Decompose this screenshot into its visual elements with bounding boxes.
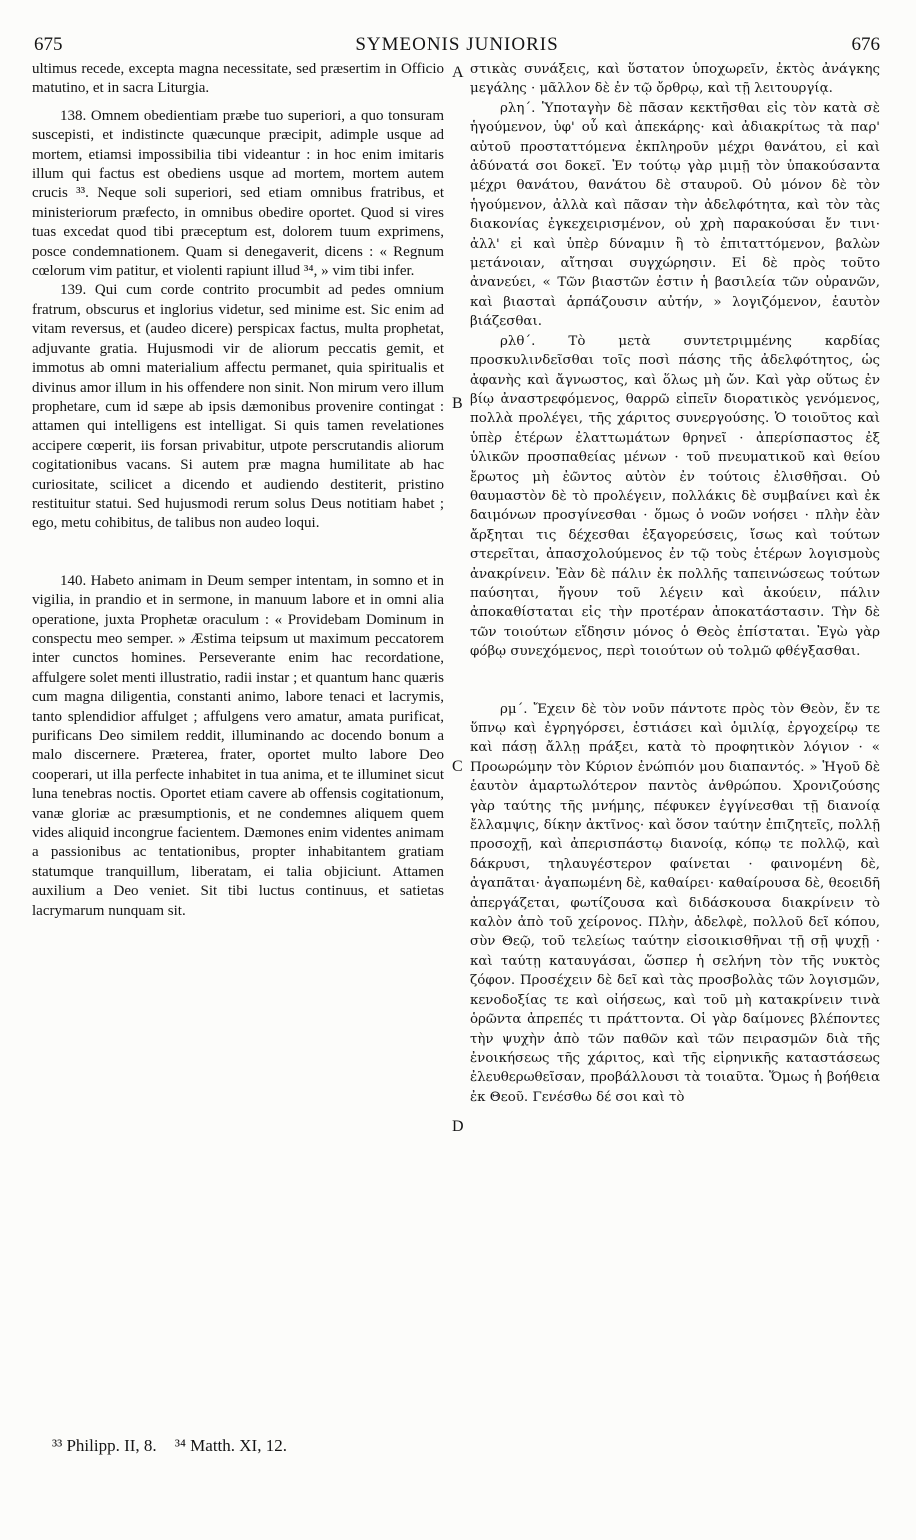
margin-marker-d: D — [452, 1118, 464, 1135]
greek-paragraph-140: ρμ΄. Ἔχειν δὲ τὸν νοῦν πάντοτε πρὸς τὸν Θεὸν, ἔν τε ὕπνῳ καὶ ἐγρηγόρσει, ἑστιάσει καὶ ὁμιλίᾳ, ἐργοχείρῳ τε καὶ πάσῃ ἄλλῃ πράξει, κατὰ τὸ προφητικὸν λόγιον · « Προωρώμην τὸν Κύριον ἐνώπιόν μου διαπαντός. » Ἡγοῦ δὲ ἑαυτὸν ἁμαρτωλότερον παντὸς ἀνθρώπου. Χρονιζούσης γὰρ ταύτης τῆς μνήμης, πέφυκεν ἐγγίνεσθαι τῇ διανοίᾳ ἔλλαμψις, δίκην ἀκτῖνος· καὶ ὅσον ταύτην ἐπιζητεῖς, πολλῇ προσοχῇ, καὶ ἀπερισπάστῳ διανοίᾳ, κόπῳ τε πολλῷ, καὶ δάκρυσι, τηλαυγέστερον φαίνεται · φαινομένη δὲ, ἀγαπᾶται· ἀγαπωμένη δὲ, καθαίρει· καθαίρουσα δὲ, θεοειδῆ ἀπεργάζεται, φωτίζουσα καὶ διδάσκουσα διακρίνειν τὸ καλὸν ἀπὸ τοῦ χείρονος. Πλὴν, ἀδελφὲ, πολλοῦ δεῖ κόπου, σὺν Θεῷ, τοῦ τελείως ταύτην εἰσοικισθῆναι τῇ σῇ ψυχῇ · καὶ ταύτῃ καταυγάσαι, ὥσπερ ἡ σελήνη τὸν τῆς νυκτὸς ζόφον. Προσέχειν δὲ δεῖ καὶ τὰς προσβολὰς τῶν λογισμῶν, κενοδοξίας τε καὶ οἰήσεως, καὶ τοῦ μὴ κατακρίνειν τινὰ ὁρῶντα ἀπρεπές τι πράττοντα. Οἱ γὰρ δαίμονες βλέποντες τὴν ψυχὴν ἀπὸ τῶν παθῶν καὶ τῶν πειρασμῶν διὰ τῆς ἐνοικήσεως τῆς χάριτος, καὶ τῆς εἰρηνικῆς καταστάσεως ἐλευθερωθεῖσαν, προβάλλουσι τὰ τοιαῦτα. Ὅμως ἡ βοήθεια ἐκ Θεοῦ. Γενέσθω δέ σοι καὶ τὸ — [470, 701, 880, 1105]
greek-paragraph-139: ρλθ΄. Τὸ μετὰ συντετριμμένης καρδίας προσκυλινδεῖσθαι τοῖς ποσὶ πάσης τῆς ἀδελφότητος, ὡς ἀφανὴς καὶ ἄγνωστος, καὶ ὅλως μὴ ὤν. Καὶ γὰρ οὕτως ἐν βίῳ ἀναστρεφόμενος, θαρρῶ εἰπεῖν διορατικὸς γενόμενος, πολλὰ προλέγει, τῆς χάριτος συνεργούσης. Ὁ τοιοῦτος καὶ ὑπὲρ ἑτέρων ἐλαττωμάτων θρηνεῖ · ἀπερίσπαστος ἐξ ὑλικῶν προσπαθείας μένων · τοῦ πνευματικοῦ καὶ θείου ἔρωτος μὴ ἐῶντος αὐτὸν ἐν τούτοις ἐλισθῆσαι. Οὐ θαυμαστὸν δὲ τὸ προλέγειν, πολλάκις δὲ συμβαίνει καὶ ἐκ δαιμόνων προσγίνεσθαι · ὅμως ὁ νοῶν νοήσει · πλὴν ἐὰν ἄρξηται τις δέχεσθαι ἐξαγορεύσεις, ἴσως καὶ τούτων στερεῖται, ἀπασχολούμενος ἐν τῷ τοὺς ἑτέρων λογισμοὺς ἀνακρίνειν. Ἐὰν δὲ πάλιν ἐκ πολλῆς ταπεινώσεως τούτων παύσηται, ἤγουν τοῦ λέγειν καὶ ἀκούειν, πάλιν ἀποκαθίσταται εἰς τὴν προτέραν ἀποκατάστασιν. Τὴν δὲ τῶν τοιούτων εἴδησιν μόνος ὁ Θεὸς ἐπίσταται. Ἐγὼ γὰρ φόβῳ συνεχόμενος, περὶ τοιούτων οὐ τολμῶ φθέγξασθαι. — [470, 333, 880, 660]
footnotes — [52, 1436, 301, 1456]
footnote-34: ³⁴ Matth. XI, 12. — [174, 1436, 287, 1455]
latin-paragraph-137-tail: ultimus recede, excepta magna necessitate, sed præsertim in Officio matutino, et in sacra Liturgia. — [32, 61, 444, 97]
running-title: SYMEONIS JUNIORIS — [355, 34, 559, 55]
latin-paragraph-140: 140. Habeto animam in Deum semper intentam, in somno et in vigilia, in prandio et in sermone, in manuum labore et in omni alia operatione, juxta Prophetæ oraculum : « Providebam Dominum in conspectu meo semper. » Æstima teipsum ut maximum peccatorem inter cunctos homines. Perseverante enim hac recordatione, affulgere solet menti illustratio, radii instar ; et quantum hanc quæris cum magna diligentia, constanti animo, labore tenaci et lacrymis, tanto splendidior affulget ; affulgens vero amatur, amata purificat, purificans Deo similem reddit, illuminando ac docendo bonum a malo discernere. Præterea, frater, oportet multo labore Deo cooperari, ut illa perfecte inhabitet in tua anima, et te illuminet sicut luna tenebras noctis. Oportet etiam cavere ab offensis cogitationum, vanæ gloriæ ac præsumptionis, et ne condemnes aliquem quem vides aliquid incongrue facientem. Dæmones enim videntes animam a passionibus ac tentationibus, propter inhabitantem gratiam statumque tranquillum, liberatam, ei talia objiciunt. Attamen auxilium a Deo veniet. Sit tibi luctus continuus, et satietas lacrymarum nunquam sit. — [32, 572, 444, 919]
margin-marker-b: B — [452, 395, 463, 412]
greek-column — [470, 60, 880, 1107]
latin-paragraph-138: 138. Omnem obedientiam præbe tuo superiori, a quo tonsuram suscepisti, et indistincte quæcunque præcipit, adimple usque ad mortem, etiamsi impossibilia tibi videantur : in hoc enim imitaris illum qui factus est obediens usque ad mortem, mortem autem crucis ³³. Neque soli superiori, sed etiam omnibus fratribus, et ministeriorum præfecto, in omnibus obedire oportet. Quod si vires tuas excedat quod tibi præceptum est, dolorem tuum exprimens, posce condemnationem. Quam si denegaverit, dicens : « Regnum cœlorum vim patitur, et violenti rapiunt illud ³⁴, » vim tibi infer. — [32, 107, 444, 280]
page-number-right: 676 — [851, 34, 880, 55]
greek-paragraph-138: ρλη΄. Ὑποταγὴν δὲ πᾶσαν κεκτῆσθαι εἰς τὸν κατὰ σὲ ἡγούμενον, ὑφ' οὗ καὶ ἀπεκάρης· καὶ ἀδιακρίτως τὰ παρ' αὐτοῦ προσταττόμενα ἐκπληροῦν μέχρι θανάτου, εἰ καὶ ἀδύνατά σοι δοκεῖ. Ἐν τούτῳ γὰρ μιμῇ τὸν ὑπακούσαντα μέχρι θανάτου, θανάτου δὲ σταυροῦ. Οὐ μόνον δὲ τὸν ἡγούμενον, ἀλλὰ καὶ πᾶσαν τὴν ἀδελφότητα, καὶ τὸν τὰς διακονίας ἐγκεχειρισμένον, οὐ χρὴ παρακούσαι ἔν τινι· ἀλλ' εἰ καὶ ὑπὲρ δύναμιν ἢ τὸ ἐπιταττόμενον, βαλὼν μετάνοιαν, αἴτησαι συγχώρησιν. Εἰ δὲ πρὸς τοῦτο ἀνανεύει, « Τῶν βιαστῶν ἐστιν ἡ βασιλεία τῶν οὐρανῶν, καὶ βιασταὶ ἁρπάζουσιν αὐτήν, » λογιζόμενον, ἑαυτὸν βιάζεσθαι. — [470, 100, 880, 330]
margin-marker-a: A — [452, 64, 464, 81]
footnote-33: ³³ Philipp. II, 8. — [52, 1436, 157, 1455]
page-header — [34, 34, 880, 60]
latin-column — [32, 60, 444, 921]
greek-paragraph-137-tail: στικὰς συνάξεις, καὶ ὕστατον ὑποχωρεῖν, ἐκτὸς ἀνάγκης μεγάλης · μᾶλλον δὲ ἐν τῷ ὄρθρῳ, καὶ τῇ λειτουργίᾳ. — [470, 62, 880, 97]
page-number-left: 675 — [34, 34, 63, 55]
margin-marker-c: C — [452, 758, 463, 775]
latin-paragraph-139: 139. Qui cum corde contrito procumbit ad pedes omnium fratrum, obscurus et inglorius videtur, sed minime est. Sic enim ad vitam reversus, et (audeo dicere) perspicax factus, multa prophetat, adjuvante gratia. Hujusmodi vir de aliorum peccatis gemit, et immotus ab omni materialium affectu permanet, quia spiritualis et divinus amor illum in his offendere non sinit. Non mirum vero illum prophetare, cum id sæpe ab ipsis dæmonibus provenire contingat : attamen qui intelligens est intelligat. Si quis tamen revelationes accipere cœperit, iis forsan privabitur, utpote perscrutandis aliorum cogitationibus vacans. Si autem præ magna humilitate ab hac curiositate, scilicet a dicendo et audiendo destiterit, pristino restituitur statui. Sed hujusmodi rerum solus Deus notitiam habet ; ego, metu cohibitus, de talibus non audeo loqui. — [32, 282, 444, 532]
